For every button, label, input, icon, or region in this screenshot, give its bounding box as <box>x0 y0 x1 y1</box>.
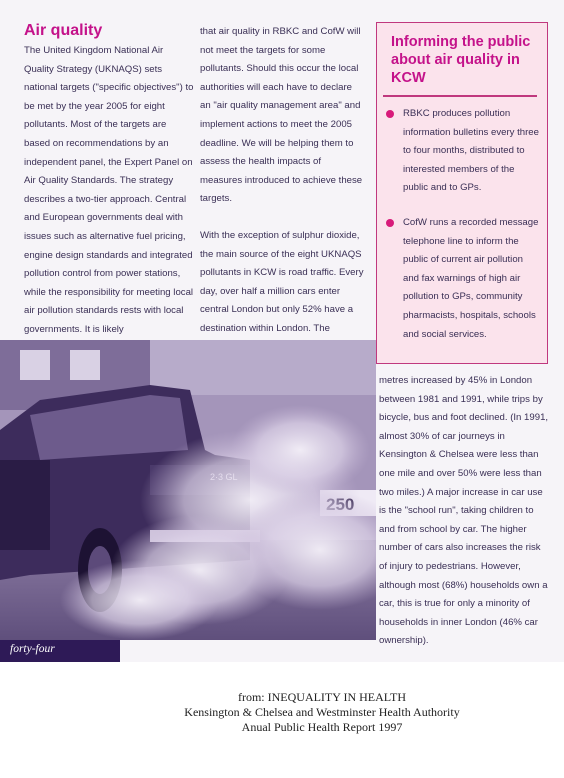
sidebar-item-text: CofW runs a recorded message telephone line to inform the public of current air pollution and fax warnings of high air pollution to GPs, community pharmacists, hospitals, schools and social services. <box>403 216 539 340</box>
car-exhaust-illustration <box>0 340 376 640</box>
citation-line: Anual Public Health Report 1997 <box>241 720 403 734</box>
page-number-text: forty-four <box>10 643 55 655</box>
article-column-1 <box>24 42 194 340</box>
article-column-3 <box>379 372 549 651</box>
article-column-2 <box>200 23 365 376</box>
bullet-icon <box>386 219 394 227</box>
sidebar-title: Informing the public about air quality in KCW <box>391 34 531 86</box>
citation-line: Kensington & Chelsea and Westminster Health Authority <box>184 705 460 719</box>
source-citation <box>0 690 564 735</box>
sidebar-item-text: RBKC produces pollution information bulletins every three to four months, distributed to interested members of the public and to GPs. <box>403 108 539 194</box>
article-paragraph: metres increased by 45% in London between 1981 and 1991, while trips by bicycle, bus and foot declined. (In 1991, almost 30% of car journeys in Kensington & Chelsea were less than one mile and over 50% were less than two miles.) A major increase in car use is the "school run", taking children to and from school by car. The higher number of cars also increases the risk of injury to pedestrians. However, although most (68%) households own a car, this is true for only a minority of households in inner London (46% car ownership). <box>379 375 549 647</box>
article-heading: Air quality <box>24 22 103 39</box>
article-paragraph: that air quality in RBKC and CofW will not meet the targets for some pollutants. Should this occur the local authorities will each have to declare an "air quality management area" and implement actions to meet the 2005 deadline. We will be helping them to assess the health impacts of measures introduced to achieve these targets. <box>200 26 363 205</box>
page-number-label <box>0 640 120 662</box>
sidebar-box <box>376 22 548 364</box>
sidebar-divider <box>383 95 537 97</box>
sidebar-list-item <box>377 214 547 344</box>
sidebar-list <box>377 105 547 344</box>
article-paragraph: With the exception of sulphur dioxide, the main source of the eight UKNAQS pollutants in KCW is road traffic. Every day, over half a million cars enter central London but only 52% have a destination within London. The <box>200 229 364 334</box>
bullet-icon <box>386 110 394 118</box>
sidebar-list-item <box>377 105 547 198</box>
article-paragraph: The United Kingdom National Air Quality Strategy (UKNAQS) sets national targets ("specific objectives") to be met by the year 2005 for eight pollutants. Most of the targets are based on recommendations by an independent panel, the Expert Panel on Air Quality Standards. The strategy describes a two-tier approach. Central and European governments deal with issues such as alternative fuel pricing, engine design standards and integrated pollution control from power stations, while the responsibility for meeting local air pollution standards rests with local governments. It is likely <box>24 45 194 335</box>
car-exhaust-photo <box>0 340 376 640</box>
citation-line: from: INEQUALITY IN HEALTH <box>237 690 407 704</box>
